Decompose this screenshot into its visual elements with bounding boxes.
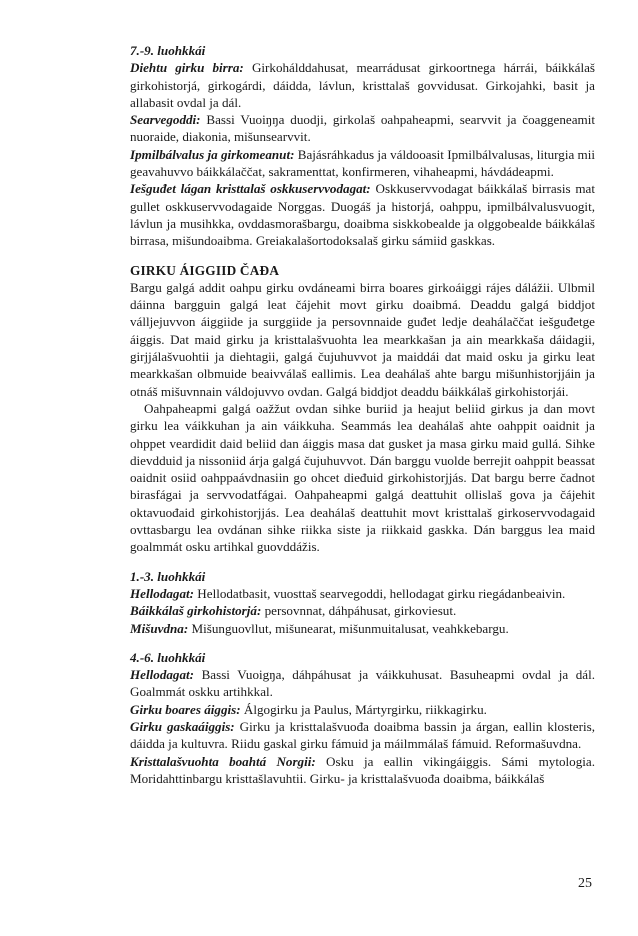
entry-label: Mišuvdna: <box>130 620 189 636</box>
entry-text: Girku ja kristtalašvuođa doaibma bassin ja árgan, eallin klosteris, dáidda ja kultuvra. Riidu gaskal girku fámuid ja máilmmálaš fámuid. Reformašuvdna. <box>130 718 595 752</box>
entry-label: Hellodagat: <box>130 585 195 601</box>
entry-text: persovnnat, dáhpáhusat, girkoviesut. <box>264 603 457 619</box>
entry-baikkalas-girkohistorja <box>130 602 595 619</box>
entry-label: Searvegoddi: <box>130 112 201 128</box>
spacer <box>130 637 595 649</box>
page-body <box>130 42 595 787</box>
entry-girku-boares-aiggis <box>130 701 595 718</box>
entry-text: Mišunguovllut, mišunearat, mišunmuitalusat, veahkkebargu. <box>191 620 509 636</box>
entry-kristtalasvuohta-norgii <box>130 753 595 788</box>
entry-label: Báikkálaš girkohistorjá: <box>130 603 262 619</box>
entry-text: Oskkuservvodagat báikkálaš birrasis mat gullet oskkuservvodagaide Norggas. Duogáš ja historjá, oahppu, ipmilbálvalusvuogit, lávlun ja musihkka, ovddasmorašbargu, doaibma siskkobealde ja olggobealde báikkálaš birrasa, mišundoaibma. Greiakalašortodoksalaš girku sámiid gaskkas. <box>130 181 595 249</box>
entry-hellodagat <box>130 666 595 701</box>
entry-text: Bajásráhkadus ja váldooasit Ipmilbálvalusas, liturgia mii geavahuvvo báikkálaččat, sakramenttat, konfirmeren, vihaheapmi, hávdádeapmi. <box>130 146 596 180</box>
entry-label: Diehtu girku birra: <box>130 60 244 76</box>
entry-text: Bassi Vuoigŋa, dáhpáhusat ja váikkuhusat. Basuheapmi ovdal ja dál. Goalmmát oskku artihkkal. <box>130 667 595 700</box>
page-number: 25 <box>578 876 592 891</box>
entry-label: Girku boares áiggis: <box>130 701 241 717</box>
section-heading-girku-aiggiid-cada: GIRKU ÁIGGIID ČAĐA <box>130 262 280 278</box>
body-paragraph: Oahpaheapmi galgá oažžut ovdan sihke buriid ja heajut beliid girkus ja dan movt girku lea váikkuhan ja ain váikkuha. Seammás lea deahálaš ahte oahppit oaidnit ja ohppet veardidit daid beliid dan áiggis masa dat gusket ja masa girku maid gullá. Sihke dievdduid ja nissoniid árja galgá čujuhuvvot. Dán barggu vuolde berrejit oahppit beassat oaidnit osiid oahppaávdnasiin go ohcet dieđuid girkohistorjjás. Dat bargu berre čadnot birasfágai ja servvodatfágai. Oahpaheapmi galgá deattuhit ollislaš gova ja čájehit oktavuođaid girkohistorjjás. Lea deahálaš deattuhit movt kristtalaš girkoservvodagaid ovttasbargu lea ovdánan sihke riikka siste ja riikkaid gaskka. Dán barggus lea maid goalmmát osku artihkal guovddážis. <box>130 400 595 555</box>
entry-text: Girkohálddahusat, mearrádusat girkoortnega hárrái, báikkálaš girkohistorjá, girkogárdi, dáidda, lávlun, kristtalaš govvidusat. Girkojahki, basit ja allabasit ovdal ja dál. <box>130 60 596 110</box>
entry-text: Osku ja eallin vikingáiggis. Sámi mytologia. Moridahttinbargu kristtašlavuhtii. Girku- ja kristtalašvuođa doaibma, báikkálaš <box>130 753 595 786</box>
section-heading-7-9: 7.-9. luohkkái <box>130 43 206 58</box>
entry-hellodagat <box>130 585 595 602</box>
spacer <box>130 556 595 568</box>
section-heading-4-6: 4.-6. luohkkái <box>130 649 206 665</box>
entry-label: Hellodagat: <box>130 667 195 683</box>
entry-label: Kristtalašvuohta boahtá Norgii: <box>130 753 316 769</box>
entry-misuvdna <box>130 620 595 637</box>
entry-text: Hellodatbasit, vuosttaš searvegoddi, hellodagat girku riegádanbeaivin. <box>197 585 566 601</box>
entry-diehtu-girku-birra <box>130 59 595 111</box>
section-heading-1-3: 1.-3. luohkkái <box>130 568 206 584</box>
spacer <box>130 250 595 262</box>
entry-label: Girku gaskaáiggis: <box>130 718 235 734</box>
entry-text: Álgogirku ja Paulus, Mártyrgirku, riikkagirku. <box>243 701 487 717</box>
body-paragraph: Bargu galgá addit oahpu girku ovdáneami birra boares girkoáiggi rájes dálážii. Ulbmil dáinna bargguin galgá leat čájehit movt girku doaibmá. Deaddu galgá biddjot válljejuvvon áiggiide ja surggiide ja persovnnaide guđet ledje deahálaččat iešguđetge áiggis. Dat maid girku ja kristtalašvuohta lea mearkkašan ja ain mearkkaša dáidagii, girjjálašvuohtii ja diehtagii, galgá čujuhuvvot ja maiddái dat maid osku ja girku leat mearkkašan olbmuide beaivválaš eallimis. Lea deahálaš ahte bargu mišunhistorjjáin ja otnáš mišuvnnain váldojuvvo ovdan. Galgá biddjot deaddu báikkálaš girkohistorjái. <box>130 279 595 399</box>
entry-label: Ipmilbálvalus ja girkomeanut: <box>130 146 295 162</box>
entry-text: Bassi Vuoiŋŋa duodji, girkolaš oahpaheapmi, searvvit ja čoaggeneamit nuoraide, diakonia, mišunsearvvit. <box>130 112 595 145</box>
entry-ipmilbalvalus <box>130 146 595 181</box>
entry-oskkuservvodagat <box>130 180 595 249</box>
entry-girku-gaskaaiggis <box>130 718 595 753</box>
entry-searvegoddi <box>130 111 595 146</box>
entry-label: Iešguđet lágan kristtalaš oskkuservvodagat: <box>130 181 371 197</box>
